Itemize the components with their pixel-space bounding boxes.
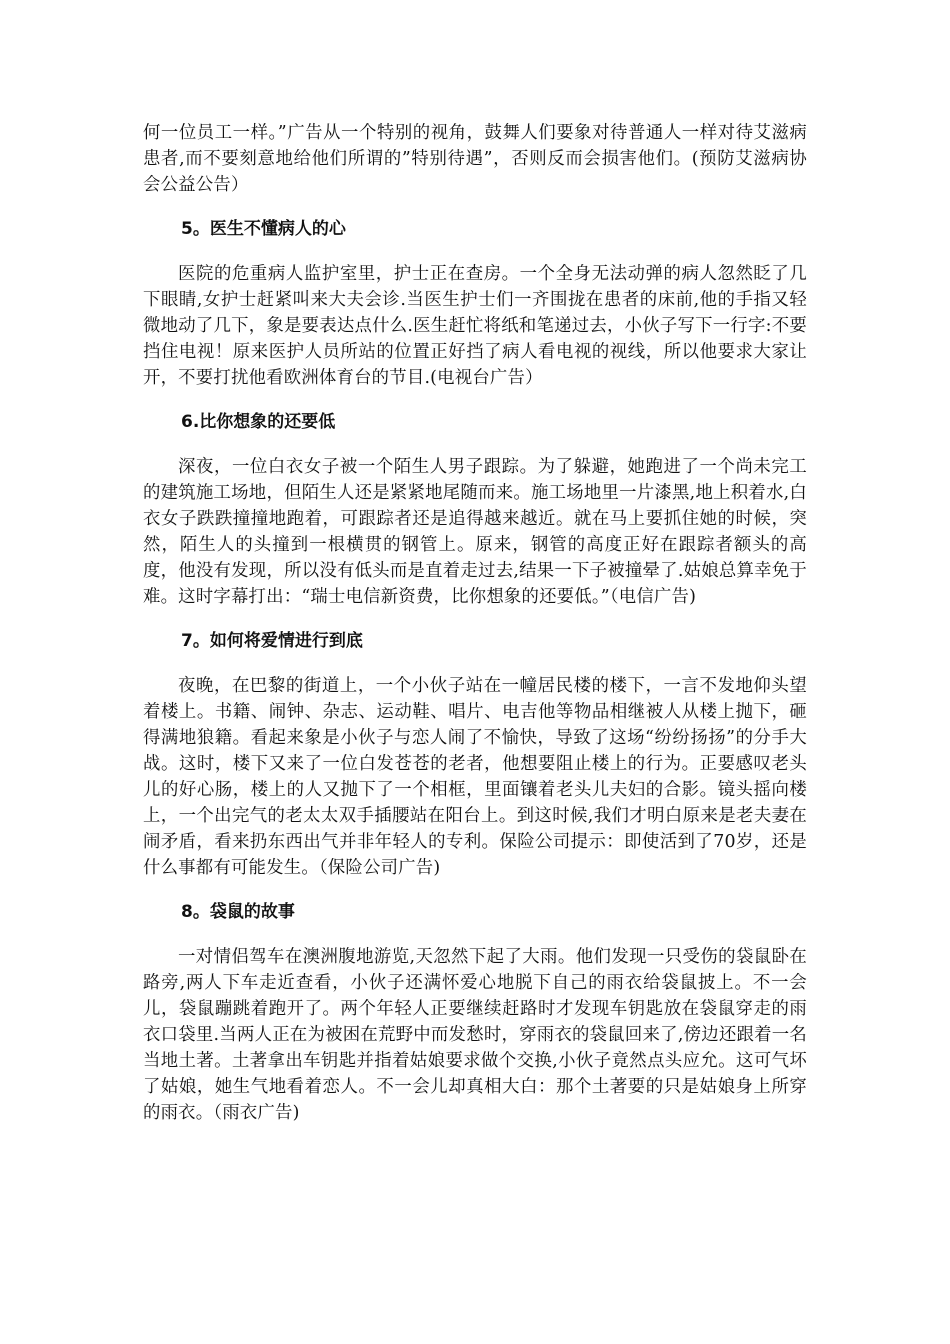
section-7-body: 夜晚，在巴黎的街道上，一个小伙子站在一幢居民楼的楼下，一言不发地仰头望着楼上。书籍、闹钟、杂志、运动鞋、唱片、电吉他等物品相继被人从楼上抛下，砸得满地狼籍。看起来象是小伙子与恋人闹了不愉快，导致了这场“纷纷扬扬”的分手大战。这时，楼下又来了一位白发苍苍的老者，他想要阻止楼上的行为。正要感叹老头儿的好心肠，楼上的人又抛下了一个相框，里面镶着老头儿夫妇的合影。镜头摇向楼上，一个出完气的老太太双手插腰站在阳台上。到这时候,我们才明白原来是老夫妻在闹矛盾，看来扔东西出气并非年轻人的专利。保险公司提示：即使活到了70岁，还是什么事都有可能发生。（保险公司广告)	[143, 676, 807, 878]
section-8-heading: 8。袋鼠的故事	[181, 902, 295, 922]
section-5-body: 医院的危重病人监护室里，护士正在查房。一个全身无法动弹的病人忽然眨了几下眼睛,女护士赶紧叫来大夫会诊.当医生护士们一齐围拢在患者的床前,他的手指又轻微地动了几下，象是要表达点什么.医生赶忙将纸和笔递过去，小伙子写下一行字:不要挡住电视！原来医护人员所站的位置正好挡了病人看电视的视线，所以他要求大家让开，不要打扰他看欧洲体育台的节目.(电视台广告）	[143, 264, 807, 388]
section-5-heading: 5。医生不懂病人的心	[181, 219, 346, 239]
section-7-heading: 7。如何将爱情进行到底	[181, 631, 363, 651]
section-8-body: 一对情侣驾车在澳洲腹地游览,天忽然下起了大雨。他们发现一只受伤的袋鼠卧在路旁,两人下车走近查看，小伙子还满怀爱心地脱下自己的雨衣给袋鼠披上。不一会儿，袋鼠蹦跳着跑开了。两个年轻人正要继续赶路时才发现车钥匙放在袋鼠穿走的雨衣口袋里.当两人正在为被困在荒野中而发愁时，穿雨衣的袋鼠回来了,傍边还跟着一名当地土著。土著拿出车钥匙并指着姑娘要求做个交换,小伙子竟然点头应允。这可气坏了姑娘，她生气地看着恋人。不一会儿却真相大白：那个土著要的只是姑娘身上所穿的雨衣。（雨衣广告)	[143, 947, 807, 1123]
document-page	[143, 120, 807, 1126]
section-6-heading: 6.比你想象的还要低	[181, 412, 336, 432]
intro-paragraph: 何一位员工一样。”广告从一个特别的视角，鼓舞人们要象对待普通人一样对待艾滋病患者,而不要刻意地给他们所谓的”特别待遇”，否则反而会损害他们。(预防艾滋病协会公益公告）	[143, 123, 807, 195]
section-6-body: 深夜，一位白衣女子被一个陌生人男子跟踪。为了躲避，她跑进了一个尚未完工的建筑施工场地，但陌生人还是紧紧地尾随而来。施工场地里一片漆黑,地上积着水,白衣女子跌跌撞撞地跑着，可跟踪者还是追得越来越近。就在马上要抓住她的时候，突然，陌生人的头撞到一根横贯的钢管上。原来，钢管的高度正好在跟踪者额头的高度，他没有发现，所以没有低头而是直着走过去,结果一下子被撞晕了.姑娘总算幸免于难。这时字幕打出：“瑞士电信新资费，比你想象的还要低。”（电信广告)	[143, 457, 807, 607]
